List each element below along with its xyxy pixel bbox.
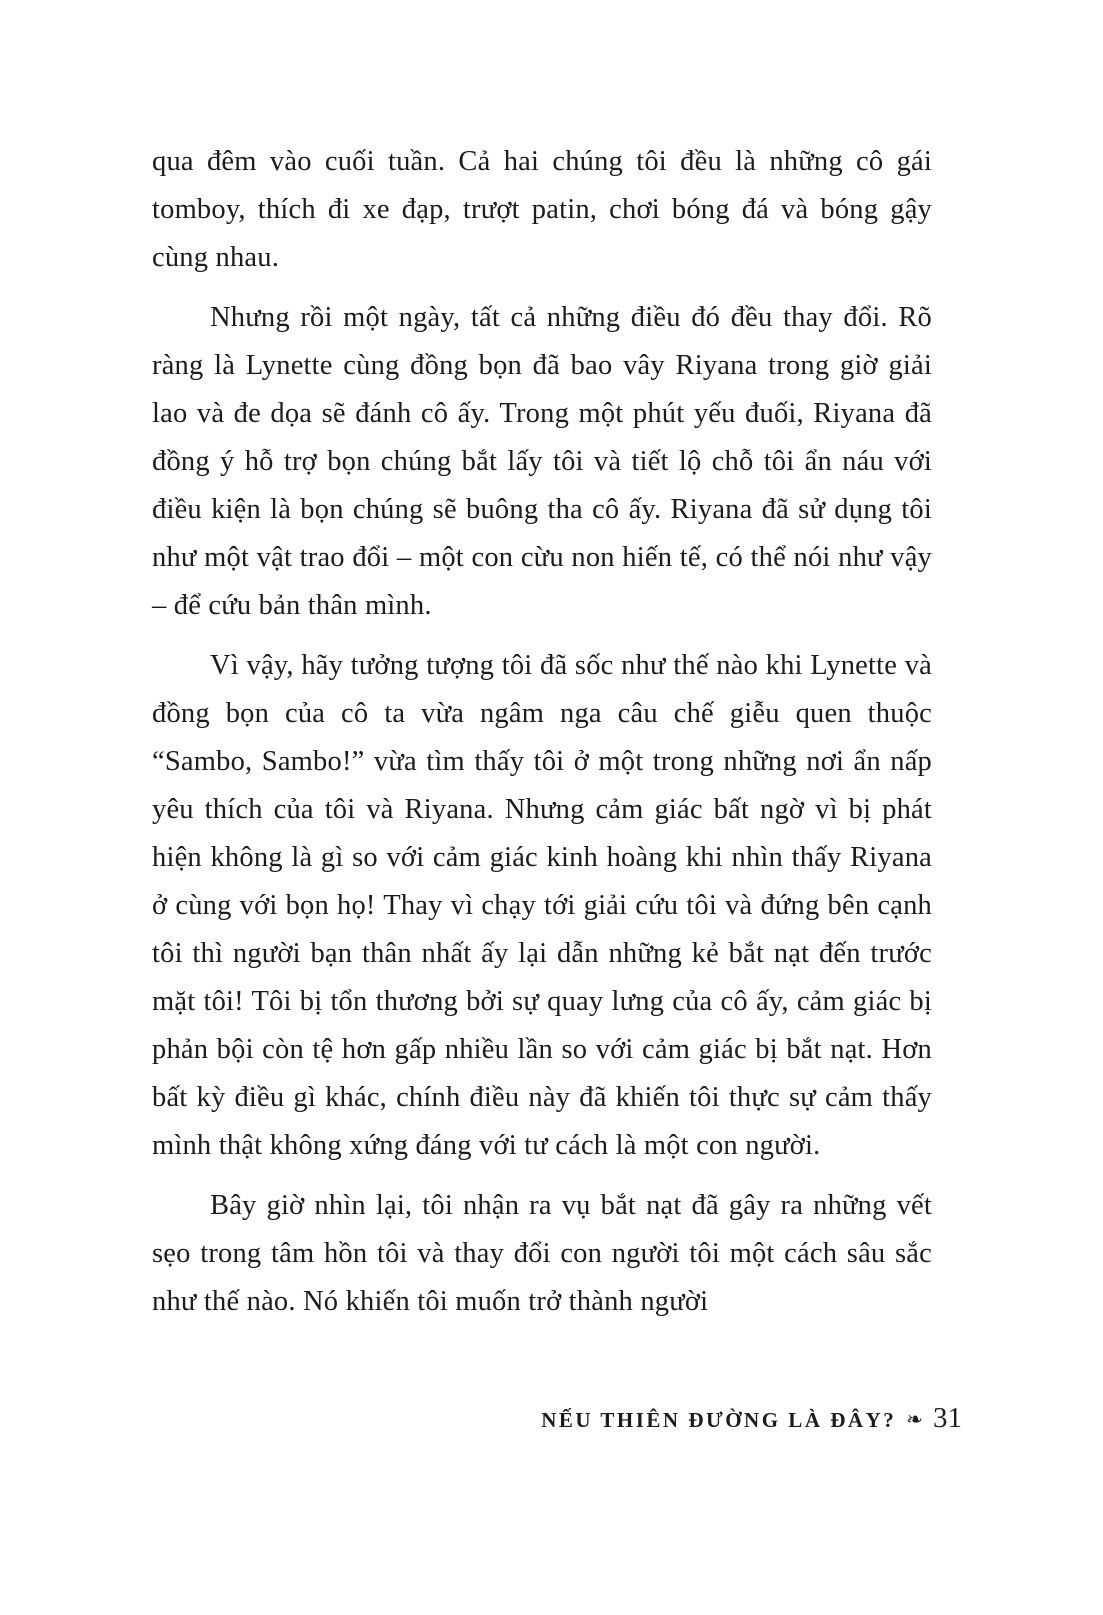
fleuron-ornament-icon: ❧ bbox=[906, 1407, 923, 1431]
page-footer bbox=[541, 1402, 962, 1435]
running-title: NẾU THIÊN ĐƯỜNG LÀ ĐÂY? bbox=[541, 1408, 897, 1432]
paragraph: Nhưng rồi một ngày, tất cả những điều đó đều thay đổi. Rõ ràng là Lynette cùng đồng bọn đã bao vây Riyana trong giờ giải lao và đe dọa sẽ đánh cô ấy. Trong một phút yếu đuối, Riyana đã đồng ý hỗ trợ bọn chúng bắt lấy tôi và tiết lộ chỗ tôi ẩn náu với điều kiện là bọn chúng sẽ buông tha cô ấy. Riyana đã sử dụng tôi như một vật trao đổi – một con cừu non hiến tế, có thể nói như vậy – để cứu bản thân mình. bbox=[152, 302, 932, 621]
page-body-text bbox=[152, 138, 932, 1338]
paragraph: Vì vậy, hãy tưởng tượng tôi đã sốc như thế nào khi Lynette và đồng bọn của cô ta vừa ngâm nga câu chế giễu quen thuộc “Sambo, Sambo!” vừa tìm thấy tôi ở một trong những nơi ẩn nấp yêu thích của tôi và Riyana. Nhưng cảm giác bất ngờ vì bị phát hiện không là gì so với cảm giác kinh hoàng khi nhìn thấy Riyana ở cùng với bọn họ! Thay vì chạy tới giải cứu tôi và đứng bên cạnh tôi thì người bạn thân nhất ấy lại dẫn những kẻ bắt nạt đến trước mặt tôi! Tôi bị tổn thương bởi sự quay lưng của cô ấy, cảm giác bị phản bội còn tệ hơn gấp nhiều lần so với cảm giác bị bắt nạt. Hơn bất kỳ điều gì khác, chính điều này đã khiến tôi thực sự cảm thấy mình thật không xứng đáng với tư cách là một con người. bbox=[152, 650, 932, 1161]
paragraph: Bây giờ nhìn lại, tôi nhận ra vụ bắt nạt đã gây ra những vết sẹo trong tâm hồn tôi và thay đổi con người tôi một cách sâu sắc như thế nào. Nó khiến tôi muốn trở thành người bbox=[152, 1190, 932, 1317]
paragraph: qua đêm vào cuối tuần. Cả hai chúng tôi đều là những cô gái tomboy, thích đi xe đạp, trượt patin, chơi bóng đá và bóng gậy cùng nhau. bbox=[152, 146, 932, 273]
page-number: 31 bbox=[933, 1402, 962, 1434]
